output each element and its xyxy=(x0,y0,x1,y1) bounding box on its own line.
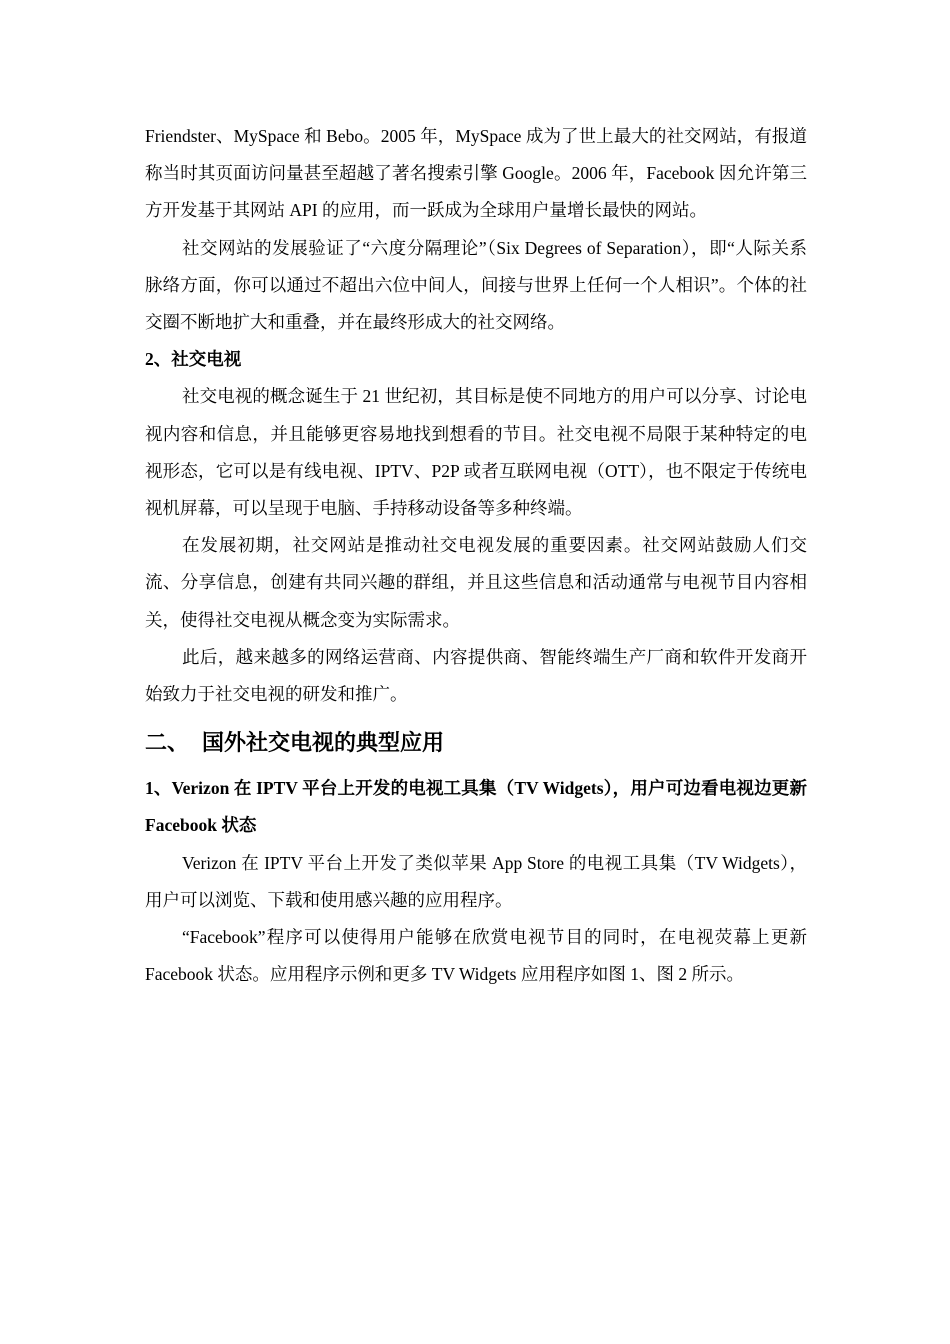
paragraph-industry-adoption: 此后，越来越多的网络运营商、内容提供商、智能终端生产厂商和软件开发商开始致力于社交电视的研发和推广。 xyxy=(145,646,807,705)
section-heading-overseas-applications xyxy=(145,726,807,762)
section-number: 二、 xyxy=(145,731,190,757)
paragraph-six-degrees: 社交网站的发展验证了“六度分隔理论”（Six Degrees of Separation），即“人际关系脉络方面，你可以通过不超出六位中间人，间接与世界上任何一个人相识”。个体的社交圈不断地扩大和重叠，并在最终形成大的社交网络。 xyxy=(145,237,807,333)
item-heading-verizon: 1、Verizon 在 IPTV 平台上开发的电视工具集（TV Widgets），用户可边看电视边更新 Facebook 状态 xyxy=(145,778,807,836)
paragraph-facebook-app: “Facebook”程序可以使得用户能够在欣赏电视节目的同时，在电视荧幕上更新 Facebook 状态。应用程序示例和更多 TV Widgets 应用程序如图 1、图 2 所示。 xyxy=(145,927,807,985)
paragraph-early-development: 在发展初期，社交网站是推动社交电视发展的重要因素。社交网站鼓励人们交流、分享信息，创建有共同兴趣的群组，并且这些信息和活动通常与电视节目内容相关，使得社交电视从概念变为实际需求。 xyxy=(145,535,807,630)
paragraph-social-tv-concept: 社交电视的概念诞生于 21 世纪初，其目标是使不同地方的用户可以分享、讨论电视内容和信息，并且能够更容易地找到想看的节目。社交电视不局限于某种特定的电视形态，它可以是有线电视、IPTV、P2P 或者互联网电视（OTT），也不限定于传统电视机屏幕，可以呈现于电脑、手持移动设备等多种终端。 xyxy=(145,386,807,519)
section-title: 国外社交电视的典型应用 xyxy=(202,731,445,757)
paragraph-verizon-widgets: Verizon 在 IPTV 平台上开发了类似苹果 App Store 的电视工具集（TV Widgets），用户可以浏览、下载和使用感兴趣的应用程序。 xyxy=(145,852,807,910)
paragraph-social-network-growth: Friendster、MySpace 和 Bebo。2005 年，MySpace 成为了世上最大的社交网站，有报道称当时其页面访问量甚至超越了著名搜索引擎 Google。2006 年，Facebook 因允许第三方开发基于其网站 API 的应用，而一跃成为全球用户量增长最快的网站。 xyxy=(145,126,807,221)
subheading-social-tv: 2、社交电视 xyxy=(145,349,242,370)
document-body xyxy=(145,118,807,993)
